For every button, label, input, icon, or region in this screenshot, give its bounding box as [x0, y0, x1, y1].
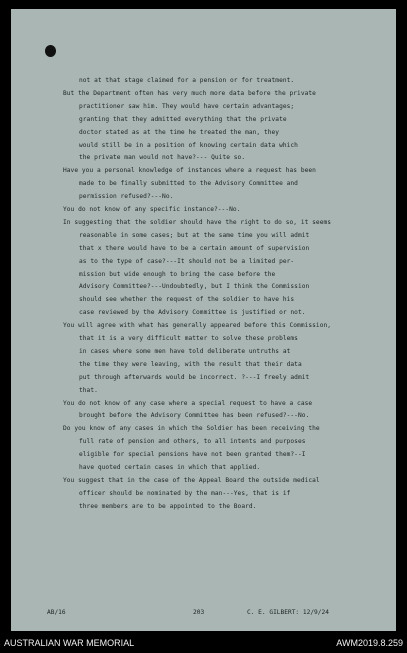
- caption-institution: AUSTRALIAN WAR MEMORIAL: [4, 638, 135, 648]
- transcript-line: Advisory Committee?---Undoubtedly, but I think the Commission: [79, 283, 310, 291]
- transcript-line: brought before the Advisory Committee has been refused?---No.: [79, 412, 310, 420]
- transcript-line: You will agree with what has generally appeared before this Commission,: [63, 322, 332, 330]
- transcript-line: should see whether the request of the soldier to have his: [79, 296, 295, 304]
- transcript-line: that it is a very difficult matter to solve these problems: [79, 335, 298, 342]
- transcript-line: officer should be nominated by the man---Yes, that is if: [79, 489, 291, 497]
- transcript-line: You do not know of any case where a special request to have a case: [63, 399, 313, 407]
- transcript-line: made to be finally submitted to the Advisory Committee and: [79, 180, 298, 188]
- transcript-line: eligible for special pensions have not been granted them?--I: [79, 451, 306, 459]
- transcript-line: case reviewed by the Advisory Committee is justified or not.: [79, 309, 306, 317]
- transcript-line: not at that stage claimed for a pension or for treatment.: [79, 77, 295, 84]
- transcript-line: permission refused?---No.: [79, 193, 174, 201]
- transcript-line: three members are to be appointed to the Board.: [79, 502, 257, 510]
- transcript-line: granting that they admitted everything that the private: [79, 115, 287, 123]
- transcript-line: the time they were leaving, with the result that their data: [79, 360, 302, 368]
- transcript-line: Do you know of any cases in which the Soldier has been receiving the: [63, 425, 320, 433]
- footer-reference: AB/16: [47, 609, 66, 616]
- transcript-line: doctor stated as at the time he treated the man, they: [79, 128, 280, 136]
- punch-hole: [45, 45, 56, 57]
- transcript-line: In suggesting that the soldier should have the right to do so, it seems: [63, 218, 332, 226]
- transcript-line: But the Department often has very much more data before the private: [63, 89, 316, 97]
- transcript-line: put through afterwards would be incorrect. ?---I freely admit: [79, 373, 310, 381]
- footer-witness-date: C. E. GILBERT: 12/9/24: [247, 609, 329, 616]
- footer-page-number: 203: [193, 609, 205, 616]
- document-page: [11, 9, 396, 631]
- transcript-line: Have you a personal knowledge of instances where a request has been: [63, 167, 316, 175]
- caption-accession-number: AWM2019.8.259: [336, 638, 403, 648]
- transcript-line: practitioner saw him. They would have certain advantages;: [79, 102, 295, 110]
- transcript-line: full rate of pension and others, to all intents and purposes: [79, 438, 306, 446]
- transcript-line: have quoted certain cases in which that applied.: [79, 464, 261, 471]
- transcript-line: that.: [79, 386, 98, 394]
- transcript-line: that x there would have to be a certain amount of supervision: [79, 244, 310, 252]
- transcript-line: mission but wide enough to bring the case before the: [79, 270, 276, 278]
- transcript-line: would still be in a position of knowing certain data which: [79, 141, 298, 149]
- transcript-line: as to the type of case?---It should not be a limited per-: [79, 257, 295, 265]
- transcript-line: You suggest that in the case of the Appeal Board the outside medical: [63, 476, 320, 484]
- transcript-line: reasonable in some cases; but at the same time you will admit: [79, 231, 310, 239]
- transcript-line: the private man would not have?--- Quite so.: [79, 154, 246, 162]
- transcript-line: You do not know of any specific instance?---No.: [63, 206, 241, 213]
- transcript-line: in cases where some men have told deliberate untruths at: [79, 347, 291, 355]
